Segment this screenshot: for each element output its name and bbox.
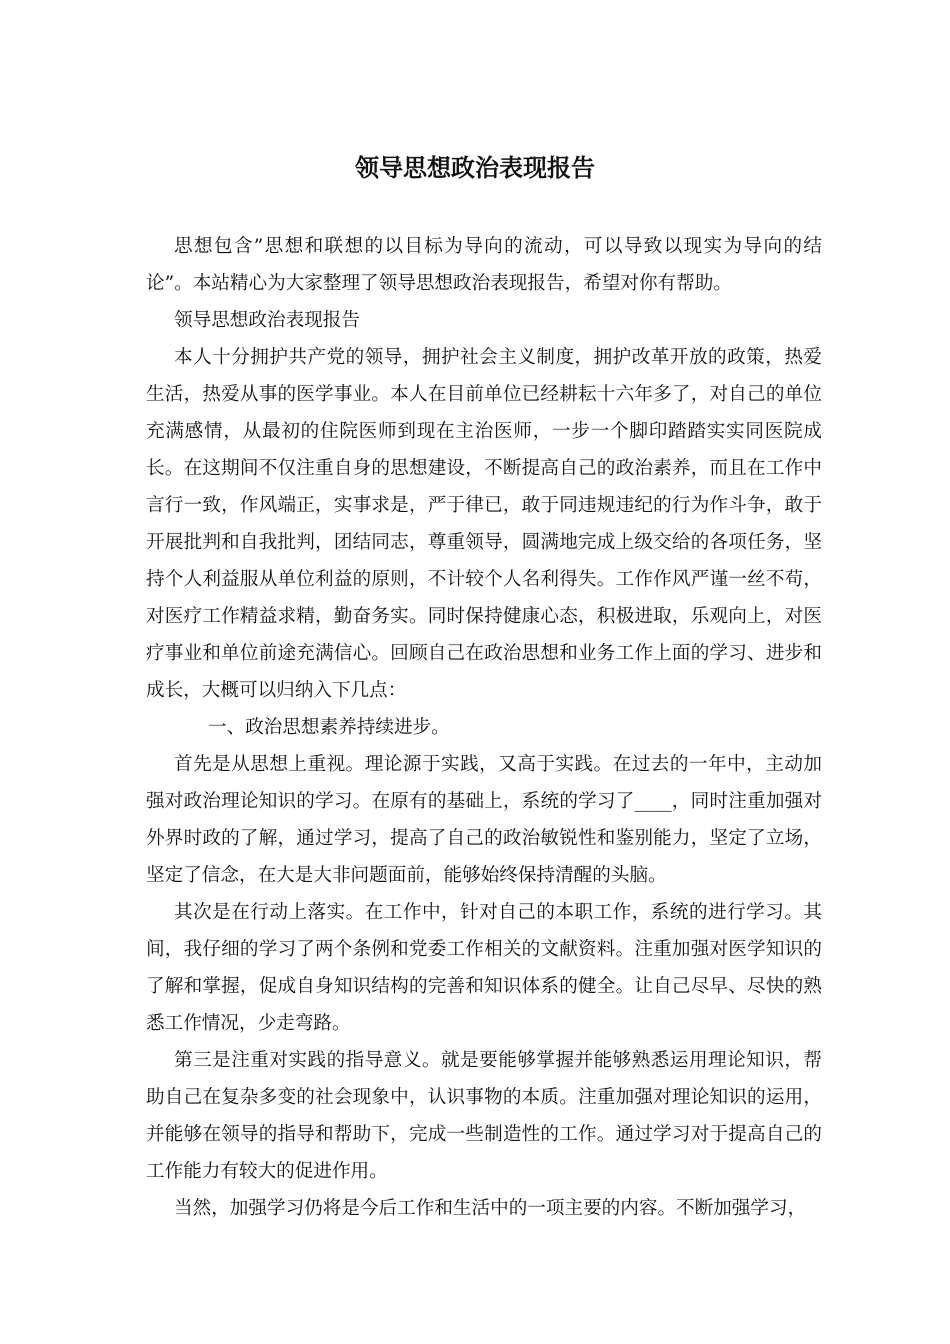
intro-paragraph: 思想包含”思想和联想的以目标为导向的流动，可以导致以现实为导向的结论”。本站精心为大家整理了领导思想政治表现报告，希望对你有帮助。 — [146, 236, 822, 294]
body-paragraph: 第三是注重对实践的指导意义。就是要能够掌握并能够熟悉运用理论知识，帮助自己在复杂多变的社会现象中，认识事物的本质。注重加强对理论知识的运用，并能够在领导的指导和帮助下，完成一些制造性的工作。通过学习对于提高自己的工作能力有较大的促进作用。 — [146, 1050, 822, 1182]
document-body — [146, 228, 822, 1227]
body-paragraph: 本人十分拥护共产党的领导，拥护社会主义制度，拥护改革开放的政策，热爱生活，热爱从事的医学事业。本人在目前单位已经耕耘十六年多了，对自己的单位充满感情，从最初的住院医师到现在主治医师，一步一个脚印踏踏实实同医院成长。在这期间不仅注重自身的思想建设，不断提高自己的政治素养，而且在工作中言行一致，作风端正，实事求是，严于律已，敢于同违规违纪的行为作斗争，敢于开展批判和自我批判，团结同志，尊重领导，圆满地完成上级交给的各项任务，坚持个人利益服从单位利益的原则，不计较个人名利得失。工作作风严谨一丝不苟，对医疗工作精益求精，勤奋务实。同时保持健康心态，积极进取，乐观向上，对医疗事业和单位前途充满信心。回顾自己在政治思想和业务工作上面的学习、进步和成长，大概可以归纳入下几点： — [146, 347, 822, 701]
body-paragraph: 其次是在行动上落实。在工作中，针对自己的本职工作，系统的进行学习。其间，我仔细的学习了两个条例和党委工作相关的文献资料。注重加强对医学知识的了解和掌握，促成自身知识结构的完善和知识体系的健全。让自己尽早、尽快的熟悉工作情况，少走弯路。 — [146, 902, 822, 1034]
section-heading: 一、政治思想素养持续进步。 — [208, 717, 450, 738]
document-title: 领导思想政治表现报告 — [355, 153, 595, 182]
body-paragraph: 首先是从思想上重视。理论源于实践，又高于实践。在过去的一年中，主动加强对政治理论知识的学习。在原有的基础上，系统的学习了____，同时注重加强对外界时政的了解，通过学习，提高了自己的政治敏锐性和鉴别能力，坚定了立场，坚定了信念，在大是大非问题面前，能够始终保持清醒的头脑。 — [146, 754, 822, 886]
report-subtitle: 领导思想政治表现报告 — [174, 310, 360, 331]
body-paragraph: 当然，加强学习仍将是今后工作和生活中的一项主要的内容。不断加强学习， — [174, 1198, 807, 1219]
